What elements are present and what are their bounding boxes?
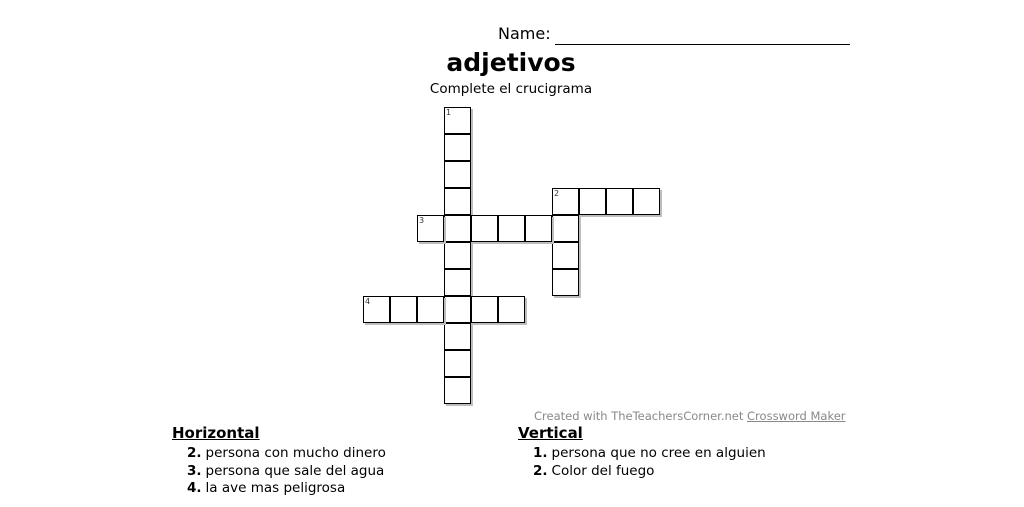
clue-item — [533, 463, 766, 481]
crossword-cell[interactable] — [552, 188, 579, 215]
crossword-cell[interactable] — [417, 296, 444, 323]
crossword-cell[interactable] — [444, 107, 471, 134]
crossword-cell[interactable] — [633, 188, 660, 215]
clue-text: la ave mas peligrosa — [205, 480, 346, 496]
crossword-cell[interactable] — [444, 215, 471, 242]
clue-number: 3. — [187, 462, 202, 479]
crossword-cell[interactable] — [363, 296, 390, 323]
clue-text: persona que sale del agua — [205, 462, 385, 479]
crossword-cell[interactable] — [444, 242, 471, 269]
page-title: adjetivos — [446, 48, 576, 77]
crossword-cell[interactable] — [444, 296, 471, 323]
clue-number: 2. — [187, 445, 202, 461]
crossword-cell[interactable] — [552, 215, 579, 242]
name-label: Name: — [498, 24, 551, 43]
crossword-cell[interactable] — [498, 296, 525, 323]
vertical-heading: Vertical — [518, 424, 583, 442]
cell-number: 2 — [554, 189, 560, 198]
horizontal-clues — [172, 424, 386, 498]
clue-text: Color del fuego — [551, 462, 655, 479]
page-subtitle: Complete el crucigrama — [429, 81, 593, 97]
clue-number: 1. — [533, 445, 548, 461]
clue-item — [533, 445, 766, 463]
vertical-clues — [518, 424, 766, 480]
clue-item — [187, 480, 386, 498]
crossword-cell[interactable] — [552, 269, 579, 296]
clue-text: persona con mucho dinero — [205, 445, 386, 461]
cell-number: 4 — [365, 297, 371, 306]
clue-number: 2. — [533, 462, 548, 479]
horizontal-heading: Horizontal — [172, 424, 260, 442]
cell-number: 3 — [419, 216, 425, 225]
crossword-cell[interactable] — [444, 188, 471, 215]
clue-text: persona que no cree en alguien — [551, 445, 766, 461]
cell-number: 1 — [446, 108, 452, 117]
crossword-cell[interactable] — [444, 161, 471, 188]
crossword-cell[interactable] — [444, 323, 471, 350]
crossword-cell[interactable] — [525, 215, 552, 242]
crossword-cell[interactable] — [390, 296, 417, 323]
crossword-cell[interactable] — [417, 215, 444, 242]
crossword-cell[interactable] — [552, 242, 579, 269]
clue-item — [187, 445, 386, 463]
crossword-cell[interactable] — [444, 350, 471, 377]
credit — [534, 409, 846, 423]
clue-number: 4. — [187, 480, 202, 496]
credit-text: Created with TheTeachersCorner.net — [534, 409, 744, 423]
crossword-cell[interactable] — [444, 134, 471, 161]
crossword-cell[interactable] — [444, 269, 471, 296]
crossword-cell[interactable] — [579, 188, 606, 215]
crossword-cell[interactable] — [444, 377, 471, 404]
crossword-maker-link[interactable]: Crossword Maker — [747, 409, 846, 423]
crossword-cell[interactable] — [498, 215, 525, 242]
crossword-cell[interactable] — [471, 215, 498, 242]
clue-item — [187, 463, 386, 481]
crossword-cell[interactable] — [471, 296, 498, 323]
crossword-cell[interactable] — [606, 188, 633, 215]
